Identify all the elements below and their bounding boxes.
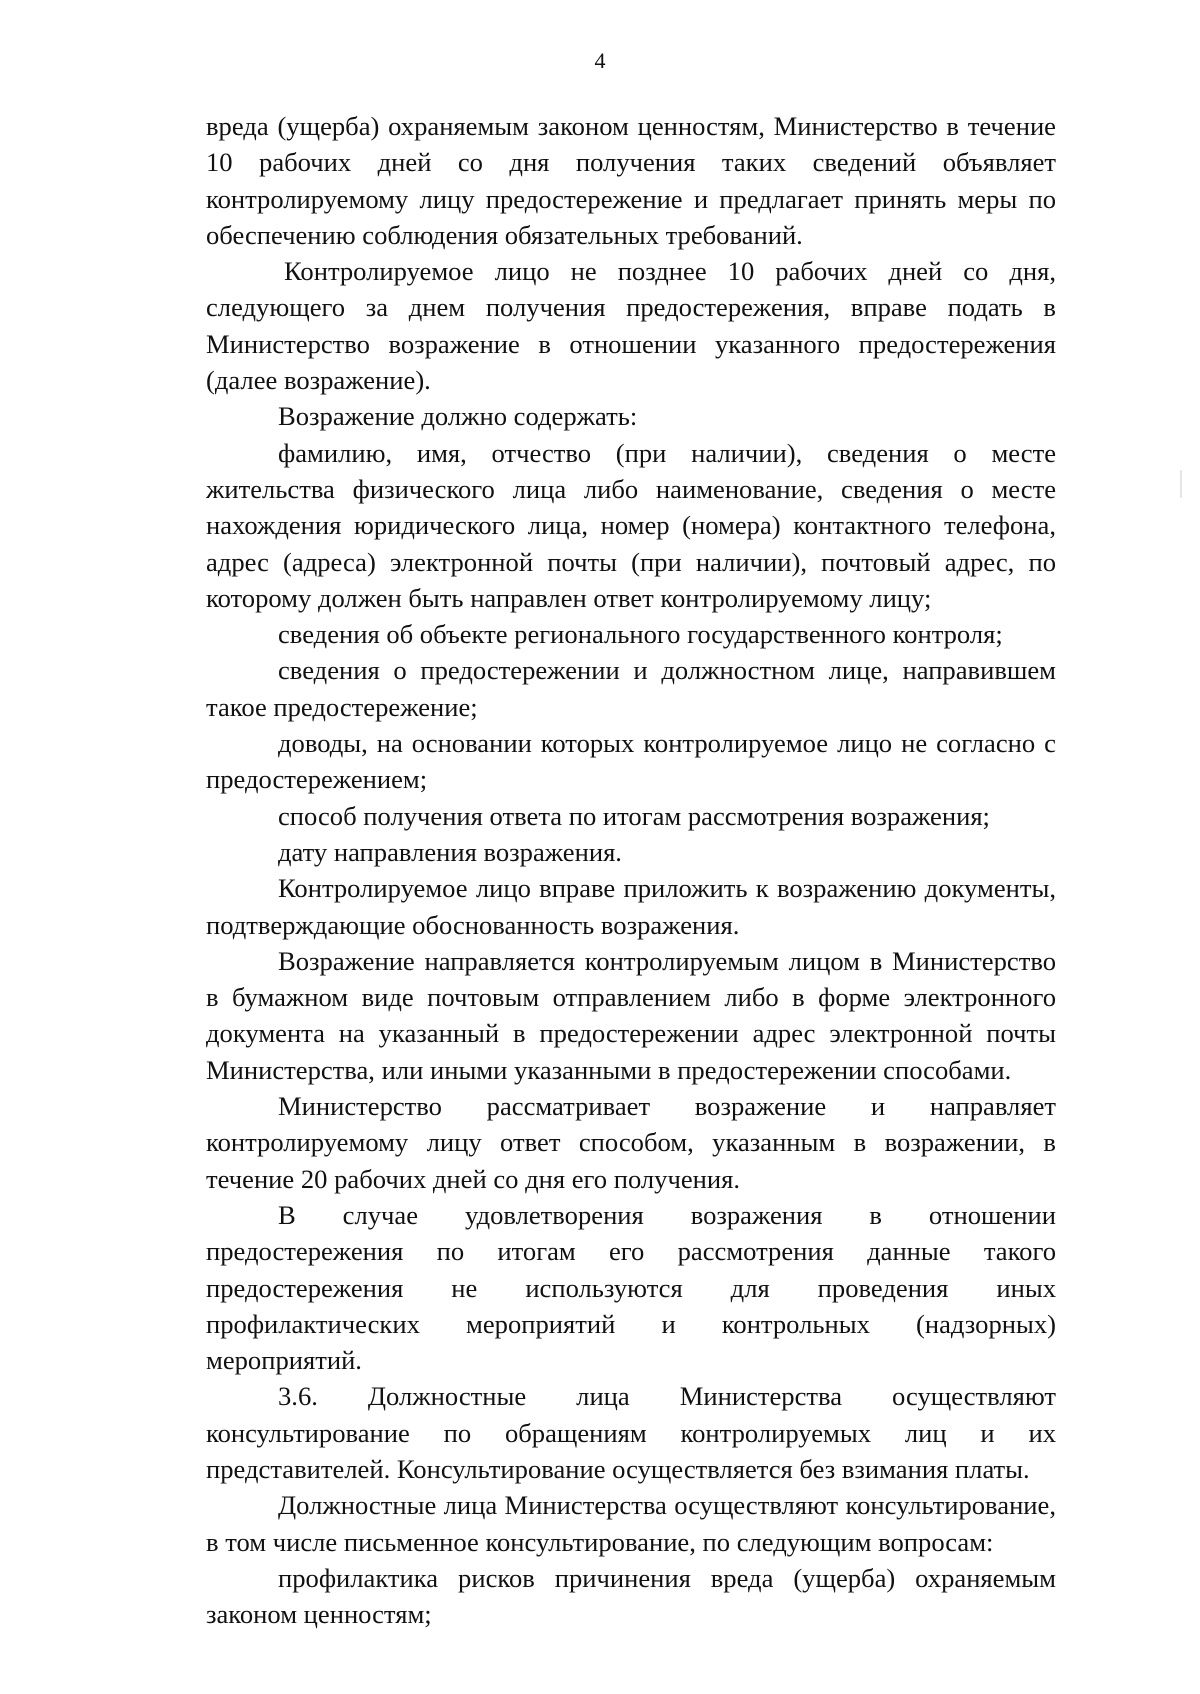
list-item-risk-prevention: профилактика рисков причинения вреда (ущерба) охраняемым законом ценностям; [206,1562,1056,1630]
paragraph-section-3-6: 3.6. Должностные лица Министерства осуществляют консультирование по обращениям контролируемых лиц и их представителей. Консультирование осуществляется без взимания платы. [206,1381,1056,1484]
paragraph-attach-documents: Контролируемое лицо вправе приложить к возражению документы, подтверждающие обоснованность возражения. [206,873,1056,940]
paragraph-consultation-topics: Должностные лица Министерства осуществляют консультирование, в том числе письменное консультирование, по следующим вопросам: [206,1490,1056,1557]
page-number: 4 [594,48,606,73]
paragraph-ministry-review: Министерство рассматривает возражение и направляет контролируемому лицу ответ способом, указанным в возражении, в течение 20 рабочих дней со дня его получения. [206,1091,1056,1194]
list-item-control-object: сведения об объекте регионального государственного контроля; [278,619,1003,650]
list-item-objection-date: дату направления возражения. [278,836,622,867]
list-item-warning-info: сведения о предостережении и должностном лице, направившем такое предостережение; [206,655,1056,722]
paragraph-objection-satisfied: В случае удовлетворения возражения в отношении предостережения по итогам его рассмотрения данные такого предостережения не используются для проведения иных профилактических мероприятий и контрольных (надзорных) мероприятий. [206,1199,1056,1376]
list-item-personal-info: фамилию, имя, отчество (при наличии), сведения о месте жительства физического лица либо наименование, сведения о месте нахождения юридического лица, номер (номера) контактного телефона, адрес (адреса) электронной почты (при наличии), почтовый адрес, по которому должен быть направлен ответ контролируемому лицу; [206,437,1056,613]
scan-artifact [1180,470,1182,498]
paragraph-objection-contents-intro: Возражение должно содержать: [278,401,638,432]
list-item-response-method: способ получения ответа по итогам рассмотрения возражения; [278,800,990,831]
list-item-arguments: доводы, на основании которых контролируемое лицо не согласно с предостережением; [206,728,1056,795]
paragraph-objection-submission: Возражение направляется контролируемым лицом в Министерство в бумажном виде почтовым отправлением либо в форме электронного документа на указанный в предостережении адрес электронной почты Министерства, или иными указанными в предостережении способами. [206,945,1056,1085]
paragraph-objection-right: Контролируемое лицо не позднее 10 рабочих дней со дня, следующего за днем получения предостережения, вправе подать в Министерство возражение в отношении указанного предостережения (далее возражение). [206,256,1056,396]
paragraph-continuation: вреда (ущерба) охраняемым законом ценностям, Министерство в течение 10 рабочих дней со дня получения таких сведений объявляет контролируемому лицу предостережение и предлагает принять меры по обеспечению соблюдения обязательных требований. [206,111,1056,250]
document-body [206,108,1056,1632]
